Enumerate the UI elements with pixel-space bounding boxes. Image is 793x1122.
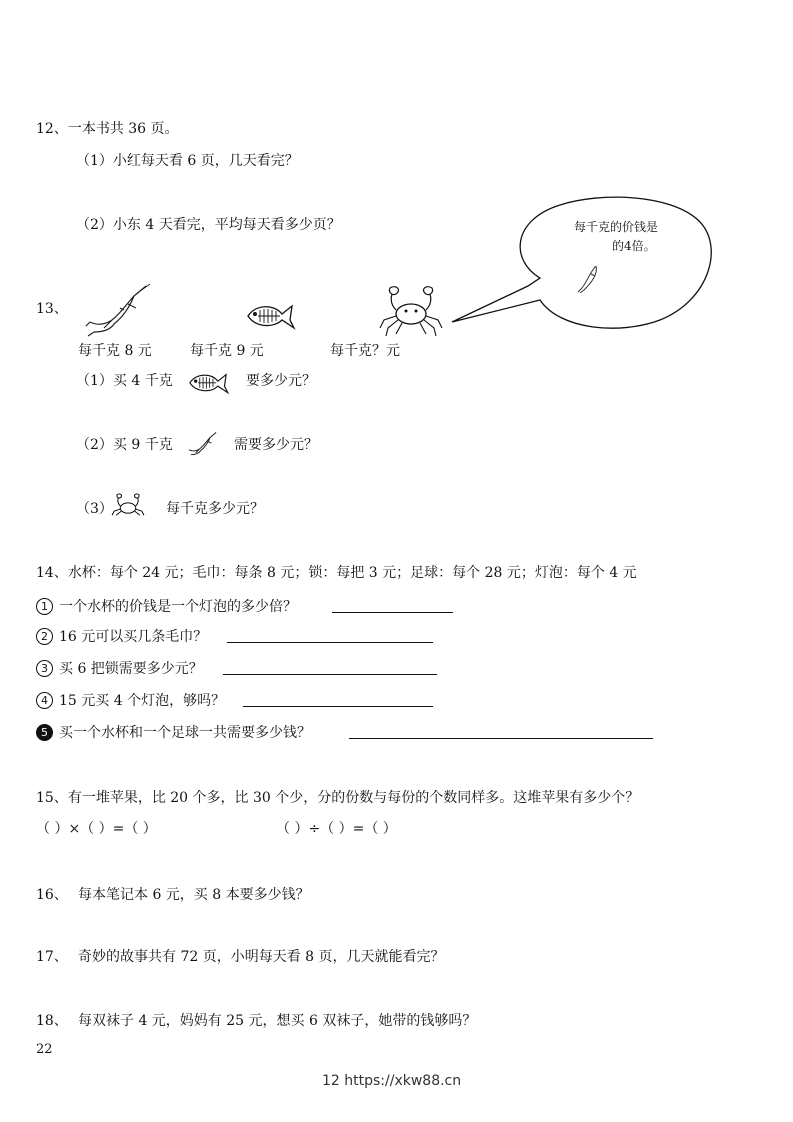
answer-blank-4[interactable] — [243, 706, 433, 707]
q14-item-5 — [36, 724, 311, 742]
q13-number: 13、 — [36, 301, 68, 317]
price-fish: 每千克 9 元 — [190, 343, 264, 359]
q14-item-1 — [36, 598, 297, 616]
circle-number-5: 5 — [36, 724, 53, 741]
answer-blank-2[interactable] — [227, 642, 433, 643]
q14-item-4-text: 15 元买 4 个灯泡，够吗？ — [59, 693, 226, 709]
q14-item-3-text: 买 6 把锁需要多少元？ — [59, 661, 203, 677]
bubble-line1: 每千克的价钱是 — [574, 220, 659, 234]
q17-text: 奇妙的故事共有 72 页，小明每天看 8 页，几天就能看完？ — [78, 949, 445, 965]
q14-stem: 14、水杯：每个 24 元；毛巾：每条 8 元；锁：每把 3 元；足球：每个 28 元；灯泡：每个 4 元 — [36, 565, 637, 581]
q13-part1-post: 要多少元？ — [246, 373, 316, 389]
q14-item-4 — [36, 692, 225, 710]
circle-number-2: 2 — [36, 628, 53, 645]
q13-part1-pre: （1）买 4 千克 — [76, 373, 173, 389]
longfish-icon-small — [186, 424, 220, 464]
q13-part3-pre: （3） — [76, 501, 113, 517]
circle-number-4: 4 — [36, 692, 53, 709]
q16-text: 每本笔记本 6 元，买 8 本要多少钱？ — [78, 887, 310, 903]
q12-part2: （2）小东 4 天看完，平均每天看多少页？ — [76, 217, 341, 233]
footer-watermark: 12 https://xkw88.cn — [322, 1073, 462, 1089]
q12-part1: （1）小红每天看 6 页，几天看完？ — [76, 153, 299, 169]
q17-number: 17、 — [36, 949, 68, 965]
q15-equation-multiply: （ ）×（ ）=（ ） — [36, 821, 157, 837]
q14-item-3 — [36, 660, 203, 678]
q18-text: 每双袜子 4 元，妈妈有 25 元，想买 6 双袜子，她带的钱够吗？ — [78, 1013, 477, 1029]
small-fish-icon — [576, 264, 602, 294]
crab-icon-small — [110, 492, 146, 522]
q14-item-1-text: 一个水杯的价钱是一个灯泡的多少倍？ — [59, 599, 297, 615]
answer-blank-1[interactable] — [332, 612, 453, 613]
circle-number-1: 1 — [36, 598, 53, 615]
answer-blank-5[interactable] — [349, 738, 653, 739]
bubble-line2: 的4倍。 — [612, 239, 656, 253]
price-longfish: 每千克 8 元 — [78, 343, 152, 359]
answer-blank-3[interactable] — [223, 674, 437, 675]
q15-equation-divide: （ ）÷（ ）=（ ） — [276, 821, 397, 837]
q16-number: 16、 — [36, 887, 68, 903]
q14-item-2-text: 16 元可以买几条毛巾？ — [59, 629, 208, 645]
q14-item-5-text: 买一个水杯和一个足球一共需要多少钱？ — [59, 725, 311, 741]
q15-stem: 15、有一堆苹果，比 20 个多，比 30 个少，分的份数与每份的个数同样多。这堆苹果有多少个？ — [36, 790, 640, 806]
price-crab: 每千克？元 — [330, 343, 400, 359]
q12-stem: 12、一本书共 36 页。 — [36, 121, 179, 137]
fish-icon — [244, 298, 296, 332]
longfish-icon — [84, 282, 154, 338]
q13-part3-post: 每千克多少元？ — [166, 501, 264, 517]
q13-part2-post: 需要多少元？ — [234, 437, 318, 453]
q13-part2-pre: （2）买 9 千克 — [76, 437, 173, 453]
circle-number-3: 3 — [36, 660, 53, 677]
q18-number: 18、 — [36, 1013, 68, 1029]
crab-icon — [376, 284, 446, 340]
page-number: 22 — [36, 1042, 53, 1057]
fish-icon-small — [186, 368, 230, 396]
q14-item-2 — [36, 628, 207, 646]
